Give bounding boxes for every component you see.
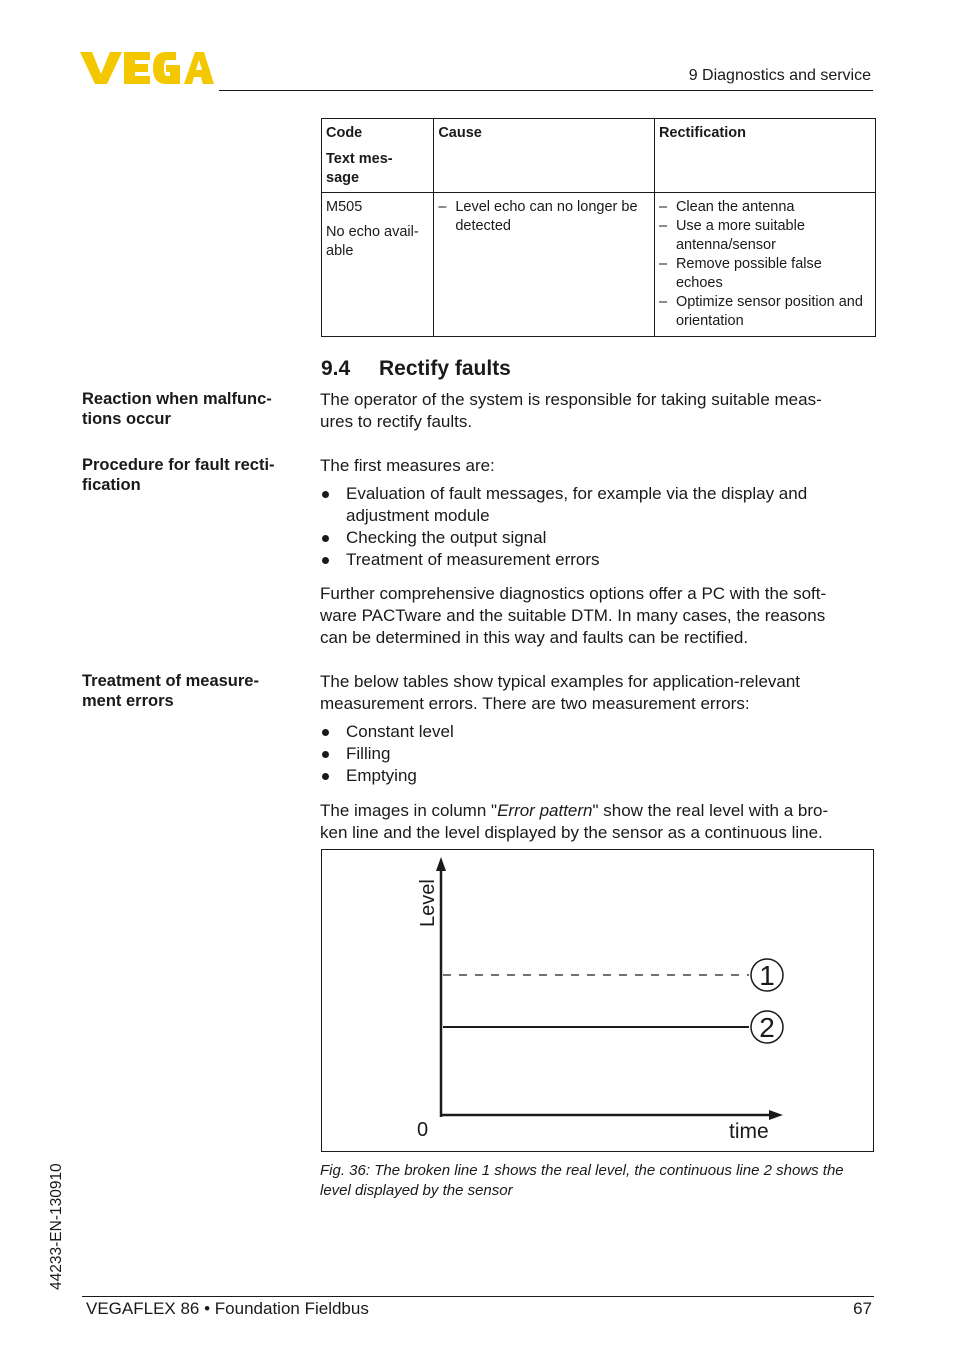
first-measures-list [320,483,870,571]
vega-logo [80,50,214,86]
section-title: Rectify faults [379,357,511,380]
paragraph-images [320,800,870,844]
header-section-title: 9 Diagnostics and service [688,67,871,84]
y-axis-label: Level [417,879,439,927]
footer-divider [82,1296,874,1297]
marker-2-label: 2 [759,1012,775,1043]
x-axis-arrow [769,1110,783,1120]
row-text-message: No echo avail- able [326,224,419,259]
header-code: Code [326,125,363,141]
footer-product-name: VEGAFLEX 86 • Foundation Fieldbus [86,1299,369,1318]
x-axis-label: time [729,1120,769,1143]
list-item: Checking the output signal [320,527,870,549]
row-code: M505 [326,199,363,215]
images-text-prefix: The images in column " [320,801,498,820]
row-code-cell [322,193,434,337]
document-number: 44233-EN-130910 [48,1163,65,1290]
margin-note-procedure: Procedure for fault recti- fication [82,456,275,494]
section-number: 9.4 [321,357,351,380]
images-text-italic: Error pattern [497,801,593,820]
error-types-list [320,721,870,787]
list-item: – Use a more suitable antenna/sensor [659,217,870,255]
list-item: Emptying [320,765,870,787]
list-item: Filling [320,743,870,765]
images-text-suffix: " show the real level with a bro- ken line and the level displayed by the sensor as a continuous line. [320,801,829,842]
header-cause: Cause [434,119,655,193]
header-text-message: Text mes- sage [326,151,393,186]
margin-note-treatment: Treatment of measure- ment errors [82,672,259,710]
list-item: – Remove possible false echoes [659,255,870,293]
y-axis-arrow [436,857,446,871]
figure-frame [321,849,874,1152]
cause-list [438,198,649,236]
level-diagram [321,849,874,1152]
paragraph-tables-intro: The below tables show typical examples for application-relevant measurement errors. There are two measurement errors: [320,672,801,713]
header-rectification: Rectification [654,119,875,193]
margin-note-reaction: Reaction when malfunc- tions occur [82,390,272,428]
section-heading [321,357,511,381]
header-code-cell [322,119,434,193]
list-item: Evaluation of fault messages, for example via the display and adjustment module [320,483,870,527]
table-row [322,193,876,337]
origin-label: 0 [417,1119,429,1141]
row-rectification-cell [654,193,875,337]
rectification-list [659,198,870,331]
list-item: Treatment of measurement errors [320,549,870,571]
paragraph-further: Further comprehensive diagnostics options offer a PC with the soft- ware PACTware and the suitable DTM. In many cases, the reasons can be determined in this way and faults can be rectified. [320,584,827,647]
page-number: 67 [853,1299,872,1318]
table-header-row [322,119,876,193]
list-item: – Clean the antenna [659,198,870,217]
list-item: – Level echo can no longer be detected [438,198,649,236]
list-item: Constant level [320,721,870,743]
paragraph-first-measures: The first measures are: [320,456,495,475]
list-item: – Optimize sensor position and orientation [659,293,870,331]
row-cause-cell [434,193,655,337]
marker-1-label: 1 [759,960,775,991]
diagnostic-table [321,118,876,337]
header-divider [219,90,873,91]
paragraph-reaction: The operator of the system is responsible for taking suitable meas- ures to rectify faults. [320,390,822,431]
figure-caption: Fig. 36: The broken line 1 shows the real level, the continuous line 2 shows the level displayed by the sensor [320,1162,844,1199]
